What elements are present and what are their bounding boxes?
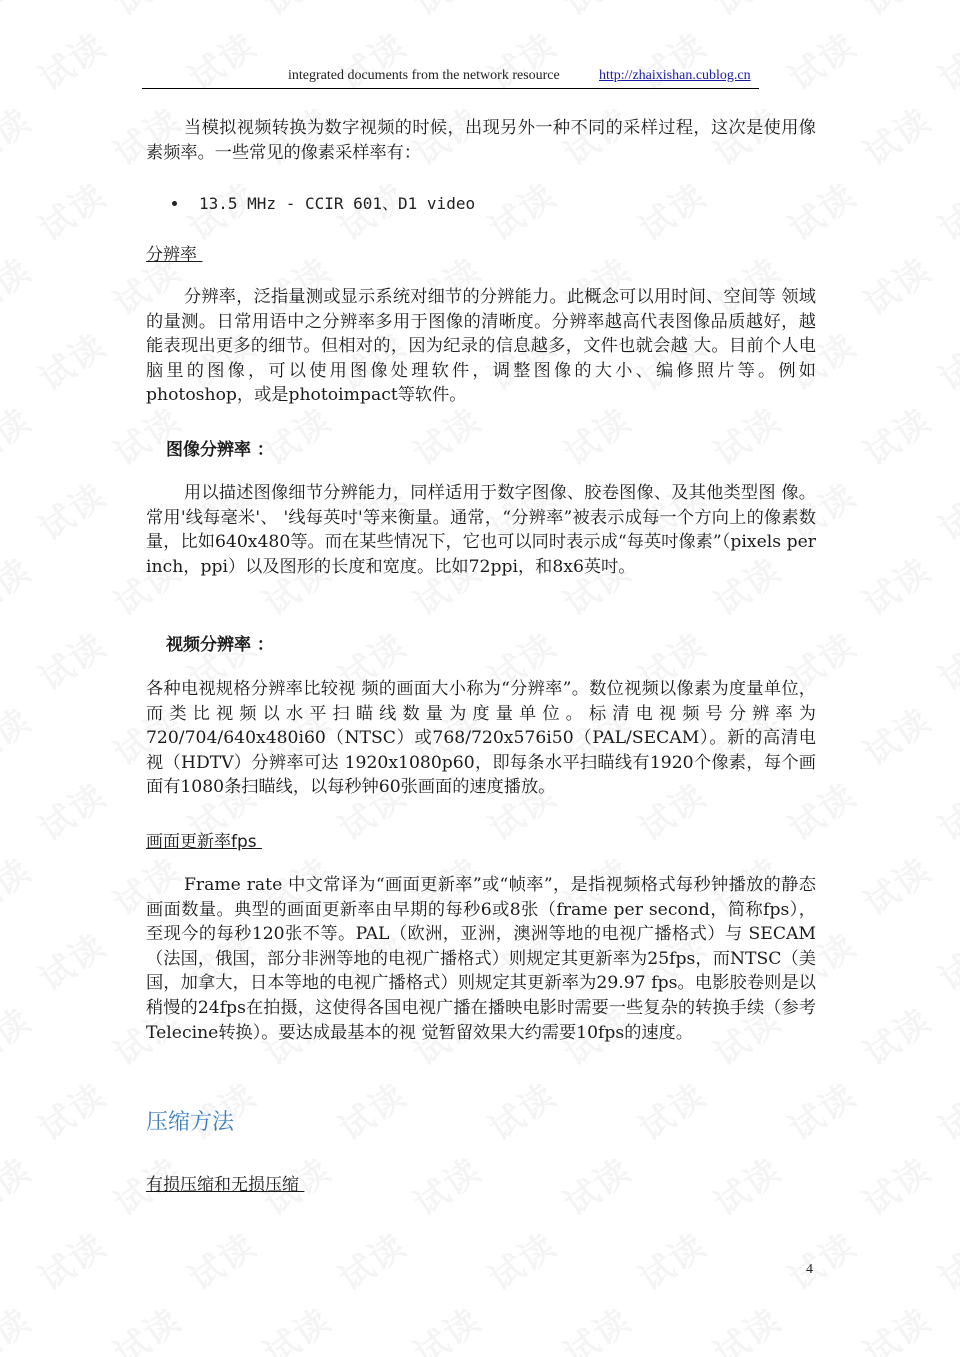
bullet-dot-icon xyxy=(172,201,177,206)
image-resolution-paragraph: 用以描述图像细节分辨能力，同样适用于数字图像、胶卷图像、及其他类型图 像。常用'线每毫米'、 '线每英吋'等来衡量。通常，“分辨率”被表示成每一个方向上的像素数量，比如640x480等。而在某些情况下，它也可以同时表示成“每英吋像素”（pixels per inch，ppi）以及图形的长度和宽度。比如72ppi，和8x6英吋。 xyxy=(146,483,816,577)
header-source-text: integrated documents from the network resource xyxy=(288,68,560,83)
intro-paragraph: 当模拟视频转换为数字视频的时候，出现另外一种不同的采样过程，这次是使用像素频率。一些常见的像素采样率有： xyxy=(146,118,816,163)
heading-compression-methods: 压缩方法 xyxy=(146,1110,235,1135)
heading-fps: 画面更新率fps xyxy=(146,832,263,852)
heading-image-resolution: 图像分辨率 ： xyxy=(166,440,274,460)
resolution-paragraph: 分辨率，泛指量测或显示系统对细节的分辨能力。此概念可以用时间、空间等 领域的量测。日常用语中之分辨率多用于图像的清晰度。分辨率越高代表图像品质越好，越能表现出更多的细节。但相对的，因为纪录的信息越多，文件也就会越 大。目前个人电脑里的图像，可以使用图像处理软件，调整图像的大小、编修照片等。例如 photoshop，或是photoimpact等软件。 xyxy=(146,287,816,406)
video-resolution-paragraph: 各种电视规格分辨率比较视 频的画面大小称为“分辨率”。数位视频以像素为度量单位，而类比视频以水平扫瞄线数量为度量单位。标清电视频号分辨率为720/704/640x480i60（NTSC）或768/720x576i50（PAL/SECAM）。新的高清电视（HDTV）分辨率可达 1920x1080p60，即每条水平扫瞄线有1920个像素，每个画面有1080条扫瞄线，以每秒钟60张画面的速度播放。 xyxy=(146,679,816,798)
page-header xyxy=(142,66,759,89)
fps-paragraph: Frame rate 中文常译为“画面更新率”或“帧率”，是指视频格式每秒钟播放的静态画面数量。典型的画面更新率由早期的每秒6或8张（frame per second，简称fps），至现今的每秒120张不等。PAL（欧洲，亚洲，澳洲等地的电视广播格式）与 SECAM（法国，俄国，部分非洲等地的电视广播格式）则规定其更新率为25fps，而NTSC（美国，加拿大，日本等地的电视广播格式）则规定其更新率为29.97 fps。电影胶卷则是以稍慢的24fps在拍摄，这使得各国电视广播在播映电影时需要一些复杂的转换手续（参考Telecine转换）。要达成最基本的视 觉暂留效果大约需要10fps的速度。 xyxy=(146,875,816,1043)
heading-resolution: 分辨率 xyxy=(146,245,203,265)
bullet-text: 13.5 MHz - CCIR 601、D1 video xyxy=(199,194,476,213)
heading-lossy-lossless: 有损压缩和无损压缩 xyxy=(146,1175,305,1195)
header-link[interactable]: http://zhaixishan.cublog.cn xyxy=(599,68,751,83)
page-number: 4 xyxy=(806,1262,813,1277)
heading-video-resolution: 视频分辨率 ： xyxy=(166,635,274,655)
bullet-item xyxy=(172,191,475,214)
